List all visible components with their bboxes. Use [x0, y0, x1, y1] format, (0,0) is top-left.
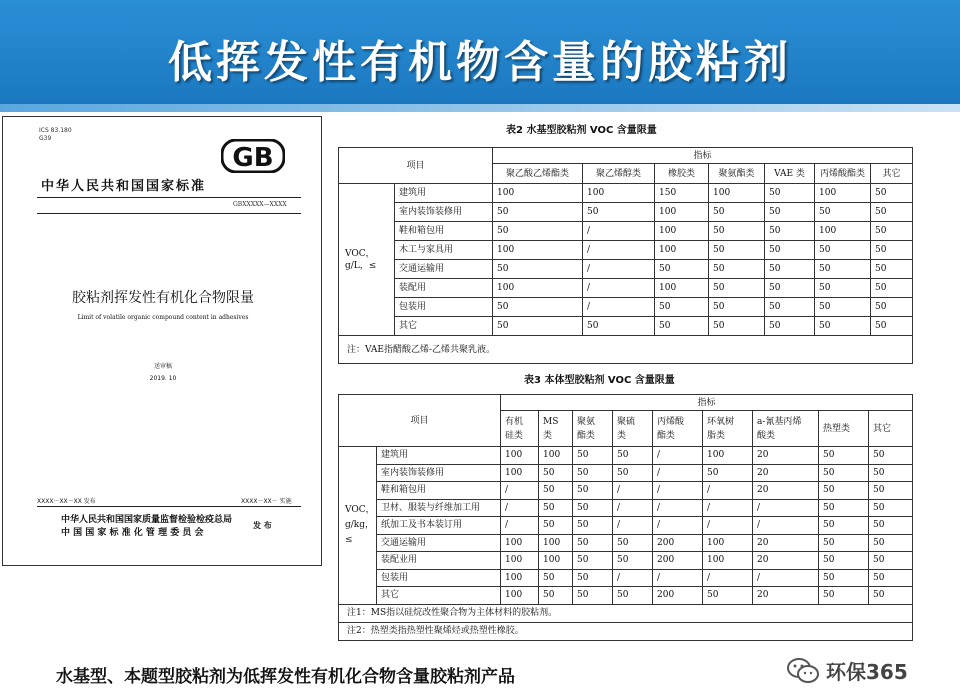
table-row	[339, 517, 913, 535]
table3-cell: /	[613, 482, 653, 500]
doc-date: 2019. 10	[149, 375, 177, 382]
table2-cell: 50	[765, 222, 815, 241]
table3-cell: /	[501, 499, 539, 517]
table-row	[339, 317, 913, 336]
table-row	[339, 587, 913, 605]
table2-cell: 50	[493, 298, 583, 317]
table3-column-header-line: 酯类	[657, 430, 676, 441]
table3-row-name: 建筑用	[377, 447, 501, 465]
table2-cell: 100	[583, 184, 655, 203]
table3-cell: /	[703, 569, 753, 587]
table3-cell: 200	[653, 587, 703, 605]
table3-row-name: 交通运输用	[377, 534, 501, 552]
table3-cell: 50	[819, 534, 869, 552]
doc-category: G39	[39, 135, 52, 142]
table3-row-name: 卫材、服装与纤维加工用	[377, 499, 501, 517]
table3-row-name: 其它	[377, 587, 501, 605]
doc-code: GBXXXXX—XXXX	[233, 201, 287, 208]
table2-cell: 100	[655, 203, 709, 222]
table2-cell: 50	[871, 184, 913, 203]
table3-cell: 50	[869, 587, 913, 605]
table-row	[339, 482, 913, 500]
standard-cover	[2, 116, 322, 566]
doc-classification	[39, 127, 72, 143]
table3-cell: 20	[753, 464, 819, 482]
table2-cell: 50	[815, 203, 871, 222]
doc-divider	[37, 213, 301, 214]
table2-row-name: 室内装饰装修用	[395, 203, 493, 222]
table3-cell: /	[753, 499, 819, 517]
table2-cell: 50	[493, 222, 583, 241]
table-row	[339, 447, 913, 465]
table2-cell: 50	[709, 241, 765, 260]
table3-cell: 100	[501, 534, 539, 552]
table-row	[339, 260, 913, 279]
table3-column-header-line: a-氰基丙烯	[757, 416, 802, 427]
table3-note: 注2：热塑类指热塑性聚烯烃或热塑性橡胶。	[339, 622, 913, 640]
table3-column-header	[539, 411, 573, 447]
table2-cell: 150	[655, 184, 709, 203]
table3-cell: 20	[753, 534, 819, 552]
table3-cell: 100	[703, 447, 753, 465]
doc-publisher	[61, 514, 232, 540]
table3-cell: /	[613, 569, 653, 587]
table3-cell: /	[653, 464, 703, 482]
table3-column-header	[869, 411, 913, 447]
table2-cell: 100	[655, 241, 709, 260]
table3-cell: 50	[573, 447, 613, 465]
table3-cell: 200	[653, 552, 703, 570]
table2-row-name: 建筑用	[395, 184, 493, 203]
table3-cell: /	[703, 517, 753, 535]
table3-cell: /	[501, 517, 539, 535]
table3-cell: 50	[613, 587, 653, 605]
table2	[338, 147, 913, 364]
table3-cell: 50	[573, 569, 613, 587]
table-row	[339, 279, 913, 298]
table2-cell: 50	[709, 279, 765, 298]
table3-cell: 50	[573, 464, 613, 482]
table-row	[339, 203, 913, 222]
table3-cell: 50	[613, 464, 653, 482]
table2-cell: 50	[655, 260, 709, 279]
table3-column-header	[819, 411, 869, 447]
table3-row-name: 室内装饰装修用	[377, 464, 501, 482]
table3-cell: /	[753, 569, 819, 587]
table3-column-header	[703, 411, 753, 447]
table2-note: 注：VAE指醋酸乙烯-乙烯共聚乳液。	[339, 336, 913, 364]
table2-column-header: 聚乙烯醇类	[583, 164, 655, 184]
slide-title: 低挥发性有机物含量的胶粘剂	[168, 37, 792, 88]
table3-cell: 50	[819, 447, 869, 465]
table3-cell: 50	[819, 499, 869, 517]
table3-cell: 50	[539, 569, 573, 587]
table2-cell: 50	[765, 203, 815, 222]
table3-cell: /	[653, 482, 703, 500]
table3-cell: 100	[501, 447, 539, 465]
watermark	[786, 656, 908, 685]
table3-cell: 50	[613, 534, 653, 552]
table3-cell: 20	[753, 447, 819, 465]
table3	[338, 394, 913, 641]
table3-cell: /	[653, 517, 703, 535]
doc-impl-date: XXXX－XX－ 实施	[241, 498, 292, 505]
table2-row-name: 木工与家具用	[395, 241, 493, 260]
table3-column-header-line: 聚硫	[617, 416, 636, 427]
table3-column-header-line: 类	[543, 430, 553, 441]
table-row	[339, 534, 913, 552]
table-row	[339, 552, 913, 570]
doc-publish-label: 发 布	[253, 521, 272, 530]
table3-cell: 50	[819, 482, 869, 500]
table3-item-header: 项目	[339, 395, 501, 447]
table2-cell: 100	[655, 222, 709, 241]
table3-column-header-line: 脂类	[707, 430, 726, 441]
table2-cell: /	[583, 279, 655, 298]
table2-caption: 表2 水基型胶粘剂 VOC 含量限量	[506, 125, 657, 136]
table3-cell: 50	[539, 482, 573, 500]
table2-cell: 50	[709, 222, 765, 241]
table3-cell: 20	[753, 482, 819, 500]
table-row	[339, 298, 913, 317]
table3-cell: 50	[573, 587, 613, 605]
table3-cell: 50	[819, 464, 869, 482]
table3-cell: 100	[501, 552, 539, 570]
table3-cell: 50	[869, 482, 913, 500]
table3-column-header-line: 有机	[505, 416, 524, 427]
table3-cell: /	[703, 482, 753, 500]
table3-cell: 50	[573, 534, 613, 552]
table2-column-header: 聚氨酯类	[709, 164, 765, 184]
table2-row-name: 鞋和箱包用	[395, 222, 493, 241]
table-row	[339, 184, 913, 203]
table2-cell: 50	[765, 241, 815, 260]
table3-cell: 50	[573, 482, 613, 500]
table2-row-label: VOC，g/L，≤	[339, 184, 395, 336]
doc-divider	[37, 197, 301, 198]
table3-cell: 50	[703, 464, 753, 482]
banner-stripe	[0, 104, 960, 112]
footer-caption: 水基型、本题型胶粘剂为低挥发性有机化合物含量胶粘剂产品	[56, 667, 515, 687]
doc-divider	[37, 506, 301, 507]
table3-cell: 100	[501, 587, 539, 605]
table2-cell: 50	[871, 279, 913, 298]
table3-column-header-line: 丙烯酸	[657, 416, 685, 427]
table2-cell: 50	[871, 222, 913, 241]
table3-column-header	[501, 411, 539, 447]
table3-cell: /	[613, 517, 653, 535]
table2-cell: /	[583, 222, 655, 241]
table2-cell: 50	[765, 184, 815, 203]
table2-cell: 100	[815, 222, 871, 241]
table2-column-header: 聚乙酸乙烯酯类	[493, 164, 583, 184]
table3-column-header-line: 酸类	[757, 430, 776, 441]
table3-cell: /	[753, 517, 819, 535]
table3-cell: 50	[613, 447, 653, 465]
table3-cell: 50	[703, 587, 753, 605]
table2-cell: 50	[765, 298, 815, 317]
doc-draft-label: 送审稿	[153, 363, 172, 370]
table3-cell: 50	[869, 534, 913, 552]
table3-cell: 50	[613, 552, 653, 570]
table3-cell: 100	[539, 552, 573, 570]
table2-row-name: 交通运输用	[395, 260, 493, 279]
table3-cell: /	[653, 447, 703, 465]
table3-row-label-line: VOC，	[345, 504, 375, 515]
table3-column-header-line: 酯类	[577, 430, 596, 441]
table3-cell: 50	[819, 569, 869, 587]
table2-cell: 50	[709, 260, 765, 279]
watermark-text: 环保365	[826, 660, 908, 684]
table2-cell: 50	[815, 298, 871, 317]
table2-column-header: 其它	[871, 164, 913, 184]
table3-cell: /	[653, 569, 703, 587]
table3-cell: 100	[703, 534, 753, 552]
table2-cell: 50	[493, 203, 583, 222]
table3-column-header-line: 其它	[873, 423, 892, 434]
table2-cell: 50	[765, 260, 815, 279]
table2-cell: 50	[765, 279, 815, 298]
table3-cell: 100	[501, 464, 539, 482]
table2-cell: 100	[493, 241, 583, 260]
table3-cell: 50	[869, 447, 913, 465]
table3-row-label-line: ≤	[345, 534, 353, 545]
table2-cell: 100	[815, 184, 871, 203]
table2-cell: 50	[583, 203, 655, 222]
table3-row-name: 鞋和箱包用	[377, 482, 501, 500]
gb-logo	[221, 139, 285, 173]
table3-column-header-line: 硅类	[505, 430, 524, 441]
table2-cell: 50	[815, 279, 871, 298]
table3-column-header-line: 环氧树	[707, 416, 735, 427]
table3-cell: /	[613, 499, 653, 517]
table2-cell: 50	[655, 317, 709, 336]
table2-cell: 50	[709, 203, 765, 222]
table2-cell: 100	[493, 184, 583, 203]
doc-ics: ICS 83.180	[39, 127, 72, 134]
table-row	[339, 499, 913, 517]
table3-cell: /	[501, 482, 539, 500]
table3-column-header	[573, 411, 613, 447]
table2-cell: 50	[655, 298, 709, 317]
table3-row-label-line: g/kg，	[345, 519, 375, 530]
svg-text:GB: GB	[232, 143, 274, 173]
table3-note: 注1：MS指以硅烷改性聚合物为主体材料的胶粘剂。	[339, 604, 913, 622]
table3-cell: 50	[869, 517, 913, 535]
table3-row-name: 装配业用	[377, 552, 501, 570]
table2-cell: 50	[709, 298, 765, 317]
table3-group-header: 指标	[501, 395, 913, 411]
table3-cell: 50	[573, 552, 613, 570]
doc-title-cn: 胶粘剂挥发性有机化合物限量	[72, 290, 254, 306]
table3-column-header-line: 热塑类	[823, 423, 851, 434]
table3-cell: 50	[539, 464, 573, 482]
table-row	[339, 222, 913, 241]
table3-caption: 表3 本体型胶粘剂 VOC 含量限量	[524, 375, 675, 386]
doc-publisher-line: 中华人民共和国国家质量监督检验检疫总局	[61, 515, 233, 525]
table2-cell: 50	[871, 317, 913, 336]
table3-cell: 200	[653, 534, 703, 552]
table2-cell: 50	[493, 317, 583, 336]
table2-cell: 50	[815, 317, 871, 336]
table3-cell: 50	[539, 517, 573, 535]
table2-cell: /	[583, 260, 655, 279]
table2-cell: 50	[871, 260, 913, 279]
table2-column-header: 橡胶类	[655, 164, 709, 184]
table2-cell: 50	[815, 260, 871, 279]
table3-column-header	[613, 411, 653, 447]
table-row	[339, 464, 913, 482]
table2-row-name: 其它	[395, 317, 493, 336]
table2-row-name: 包装用	[395, 298, 493, 317]
table2-row-name: 装配用	[395, 279, 493, 298]
table2-cell: 50	[493, 260, 583, 279]
table2-cell: 50	[709, 317, 765, 336]
table3-cell: 50	[539, 587, 573, 605]
table3-cell: 50	[869, 464, 913, 482]
table3-cell: 50	[819, 587, 869, 605]
table3-cell: 50	[869, 569, 913, 587]
table3-cell: 100	[501, 569, 539, 587]
table2-group-header: 指标	[493, 148, 913, 164]
doc-org: 中华人民共和国国家标准	[41, 179, 207, 194]
table3-cell: 50	[869, 499, 913, 517]
table2-cell: /	[583, 241, 655, 260]
table3-cell: 20	[753, 552, 819, 570]
table3-row-label	[339, 447, 377, 605]
wechat-icon	[786, 657, 820, 685]
table3-cell: /	[653, 499, 703, 517]
table2-cell: 50	[583, 317, 655, 336]
table2-cell: 50	[871, 241, 913, 260]
table3-cell: 20	[753, 587, 819, 605]
table2-column-header: VAE 类	[765, 164, 815, 184]
table3-cell: 50	[573, 517, 613, 535]
table3-cell: 50	[819, 552, 869, 570]
table-row	[339, 241, 913, 260]
table3-row-name: 纸加工及书本装订用	[377, 517, 501, 535]
table2-item-header: 项目	[339, 148, 493, 184]
table3-column-header-line: 聚氨	[577, 416, 596, 427]
table3-cell: 50	[819, 517, 869, 535]
doc-title-en: Limit of volatile organic compound content in adhesives	[77, 314, 249, 321]
table3-cell: 100	[703, 552, 753, 570]
table3-column-header-line: 类	[617, 430, 627, 441]
doc-publisher-line: 中 国 国 家 标 准 化 管 理 委 员 会	[61, 528, 204, 538]
table-row	[339, 569, 913, 587]
table3-cell: 50	[539, 499, 573, 517]
table3-cell: 50	[869, 552, 913, 570]
table3-cell: 50	[573, 499, 613, 517]
table3-row-name: 包装用	[377, 569, 501, 587]
table3-column-header	[653, 411, 703, 447]
table2-cell: 100	[655, 279, 709, 298]
table2-cell: 50	[815, 241, 871, 260]
table2-cell: 50	[765, 317, 815, 336]
table3-column-header-line: MS	[543, 416, 559, 427]
table3-cell: /	[703, 499, 753, 517]
doc-issue-date: XXXX－XX－XX 发布	[37, 498, 96, 505]
table2-cell: 50	[871, 203, 913, 222]
table2-cell: /	[583, 298, 655, 317]
table2-cell: 100	[493, 279, 583, 298]
table3-cell: 100	[539, 447, 573, 465]
table2-cell: 100	[709, 184, 765, 203]
table3-column-header	[753, 411, 819, 447]
table2-cell: 50	[871, 298, 913, 317]
table2-column-header: 丙烯酸酯类	[815, 164, 871, 184]
table3-cell: 100	[539, 534, 573, 552]
